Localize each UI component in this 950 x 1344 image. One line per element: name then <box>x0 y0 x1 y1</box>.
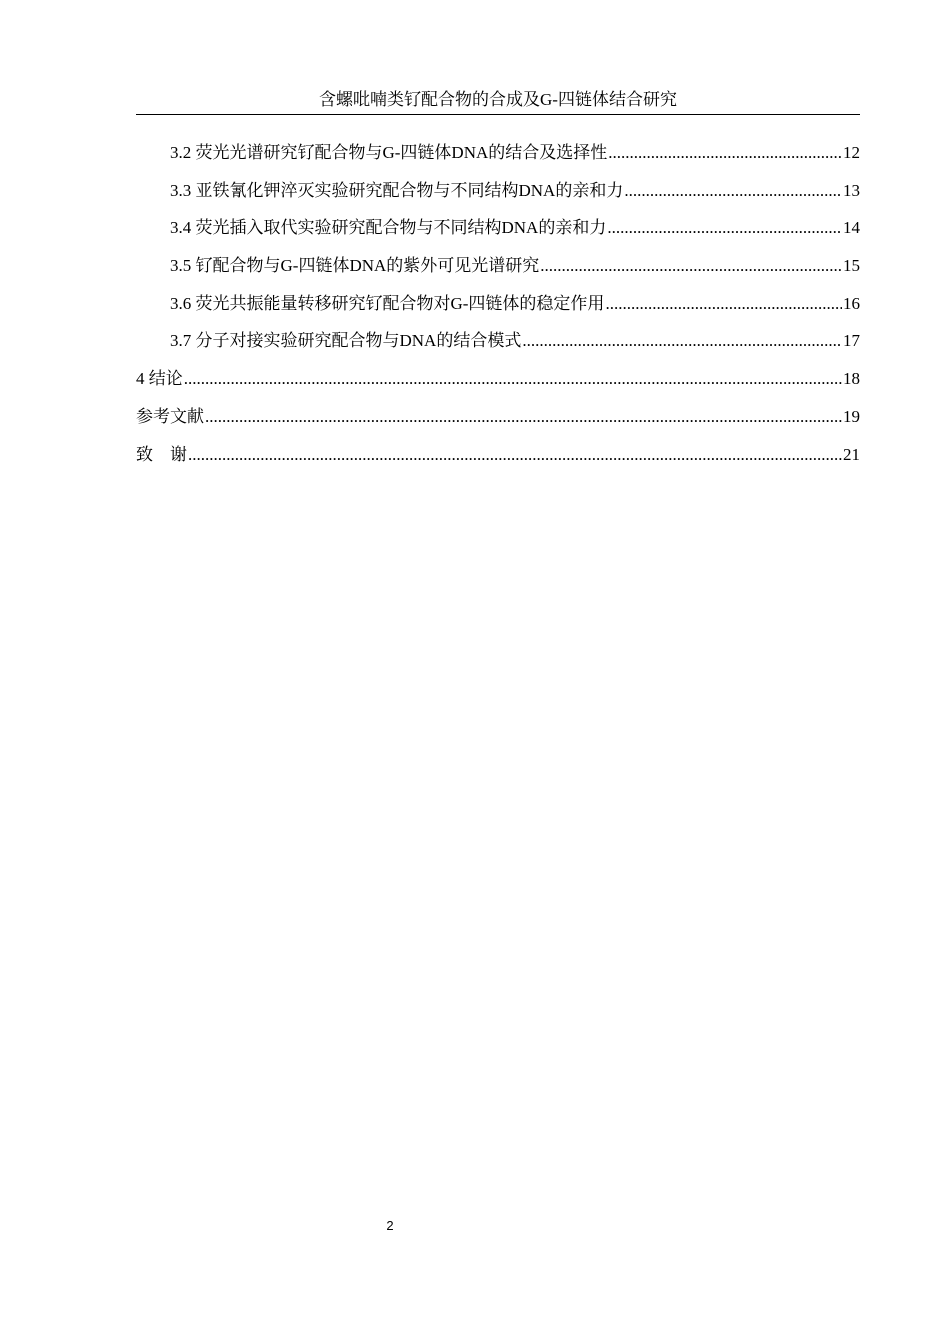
toc-entry[interactable] <box>136 322 860 360</box>
toc-entry-title: 致 谢 <box>136 444 187 464</box>
header-title: 含螺吡喃类钌配合物的合成及G-四链体结合研究 <box>319 90 677 109</box>
toc-dot-leader <box>605 285 842 323</box>
toc-entry[interactable] <box>136 209 860 247</box>
toc-entry-page: 13 <box>843 180 860 200</box>
toc-entry[interactable] <box>136 172 860 210</box>
toc-dot-leader <box>624 172 842 210</box>
toc-entry-page: 12 <box>843 143 860 162</box>
toc-entry-page: 17 <box>843 331 860 351</box>
toc-entry-title: 3.7 分子对接实验研究配合物与DNA的结合模式 <box>170 331 522 351</box>
toc-entry-page: 18 <box>843 369 860 389</box>
toc-entry-title: 3.5 钌配合物与G-四链体DNA的紫外可见光谱研究 <box>170 256 540 276</box>
toc-dot-leader <box>540 247 842 285</box>
toc-entry[interactable] <box>136 134 860 172</box>
toc-entry[interactable] <box>136 398 860 436</box>
toc-entry-title: 4 结论 <box>136 369 183 389</box>
toc-entry-title: 3.2 荧光光谱研究钌配合物与G-四链体DNA的结合及选择性 <box>170 143 608 162</box>
toc-entry[interactable] <box>136 360 860 398</box>
table-of-contents <box>136 134 860 473</box>
toc-entry-page: 14 <box>843 218 860 238</box>
toc-entry[interactable] <box>136 285 860 323</box>
toc-entry-page: 21 <box>843 444 860 464</box>
toc-dot-leader <box>522 322 842 360</box>
toc-entry-page: 19 <box>843 406 860 426</box>
toc-dot-leader <box>188 436 842 474</box>
toc-entry-title: 3.3 亚铁氰化钾淬灭实验研究配合物与不同结构DNA的亲和力 <box>170 180 624 200</box>
toc-entry-title: 参考文献 <box>136 406 204 426</box>
toc-dot-leader <box>205 398 842 436</box>
toc-entry-title: 3.6 荧光共振能量转移研究钌配合物对G-四链体的稳定作用 <box>170 293 605 313</box>
page-number: 2 <box>386 1218 394 1233</box>
toc-entry-page: 15 <box>843 256 860 276</box>
toc-dot-leader <box>607 209 842 247</box>
toc-entry[interactable] <box>136 436 860 474</box>
toc-dot-leader <box>608 134 842 172</box>
toc-entry-title: 3.4 荧光插入取代实验研究配合物与不同结构DNA的亲和力 <box>170 218 607 238</box>
toc-entry[interactable] <box>136 247 860 285</box>
running-header <box>136 88 860 115</box>
toc-dot-leader <box>184 360 842 398</box>
toc-entry-page: 16 <box>843 293 860 313</box>
